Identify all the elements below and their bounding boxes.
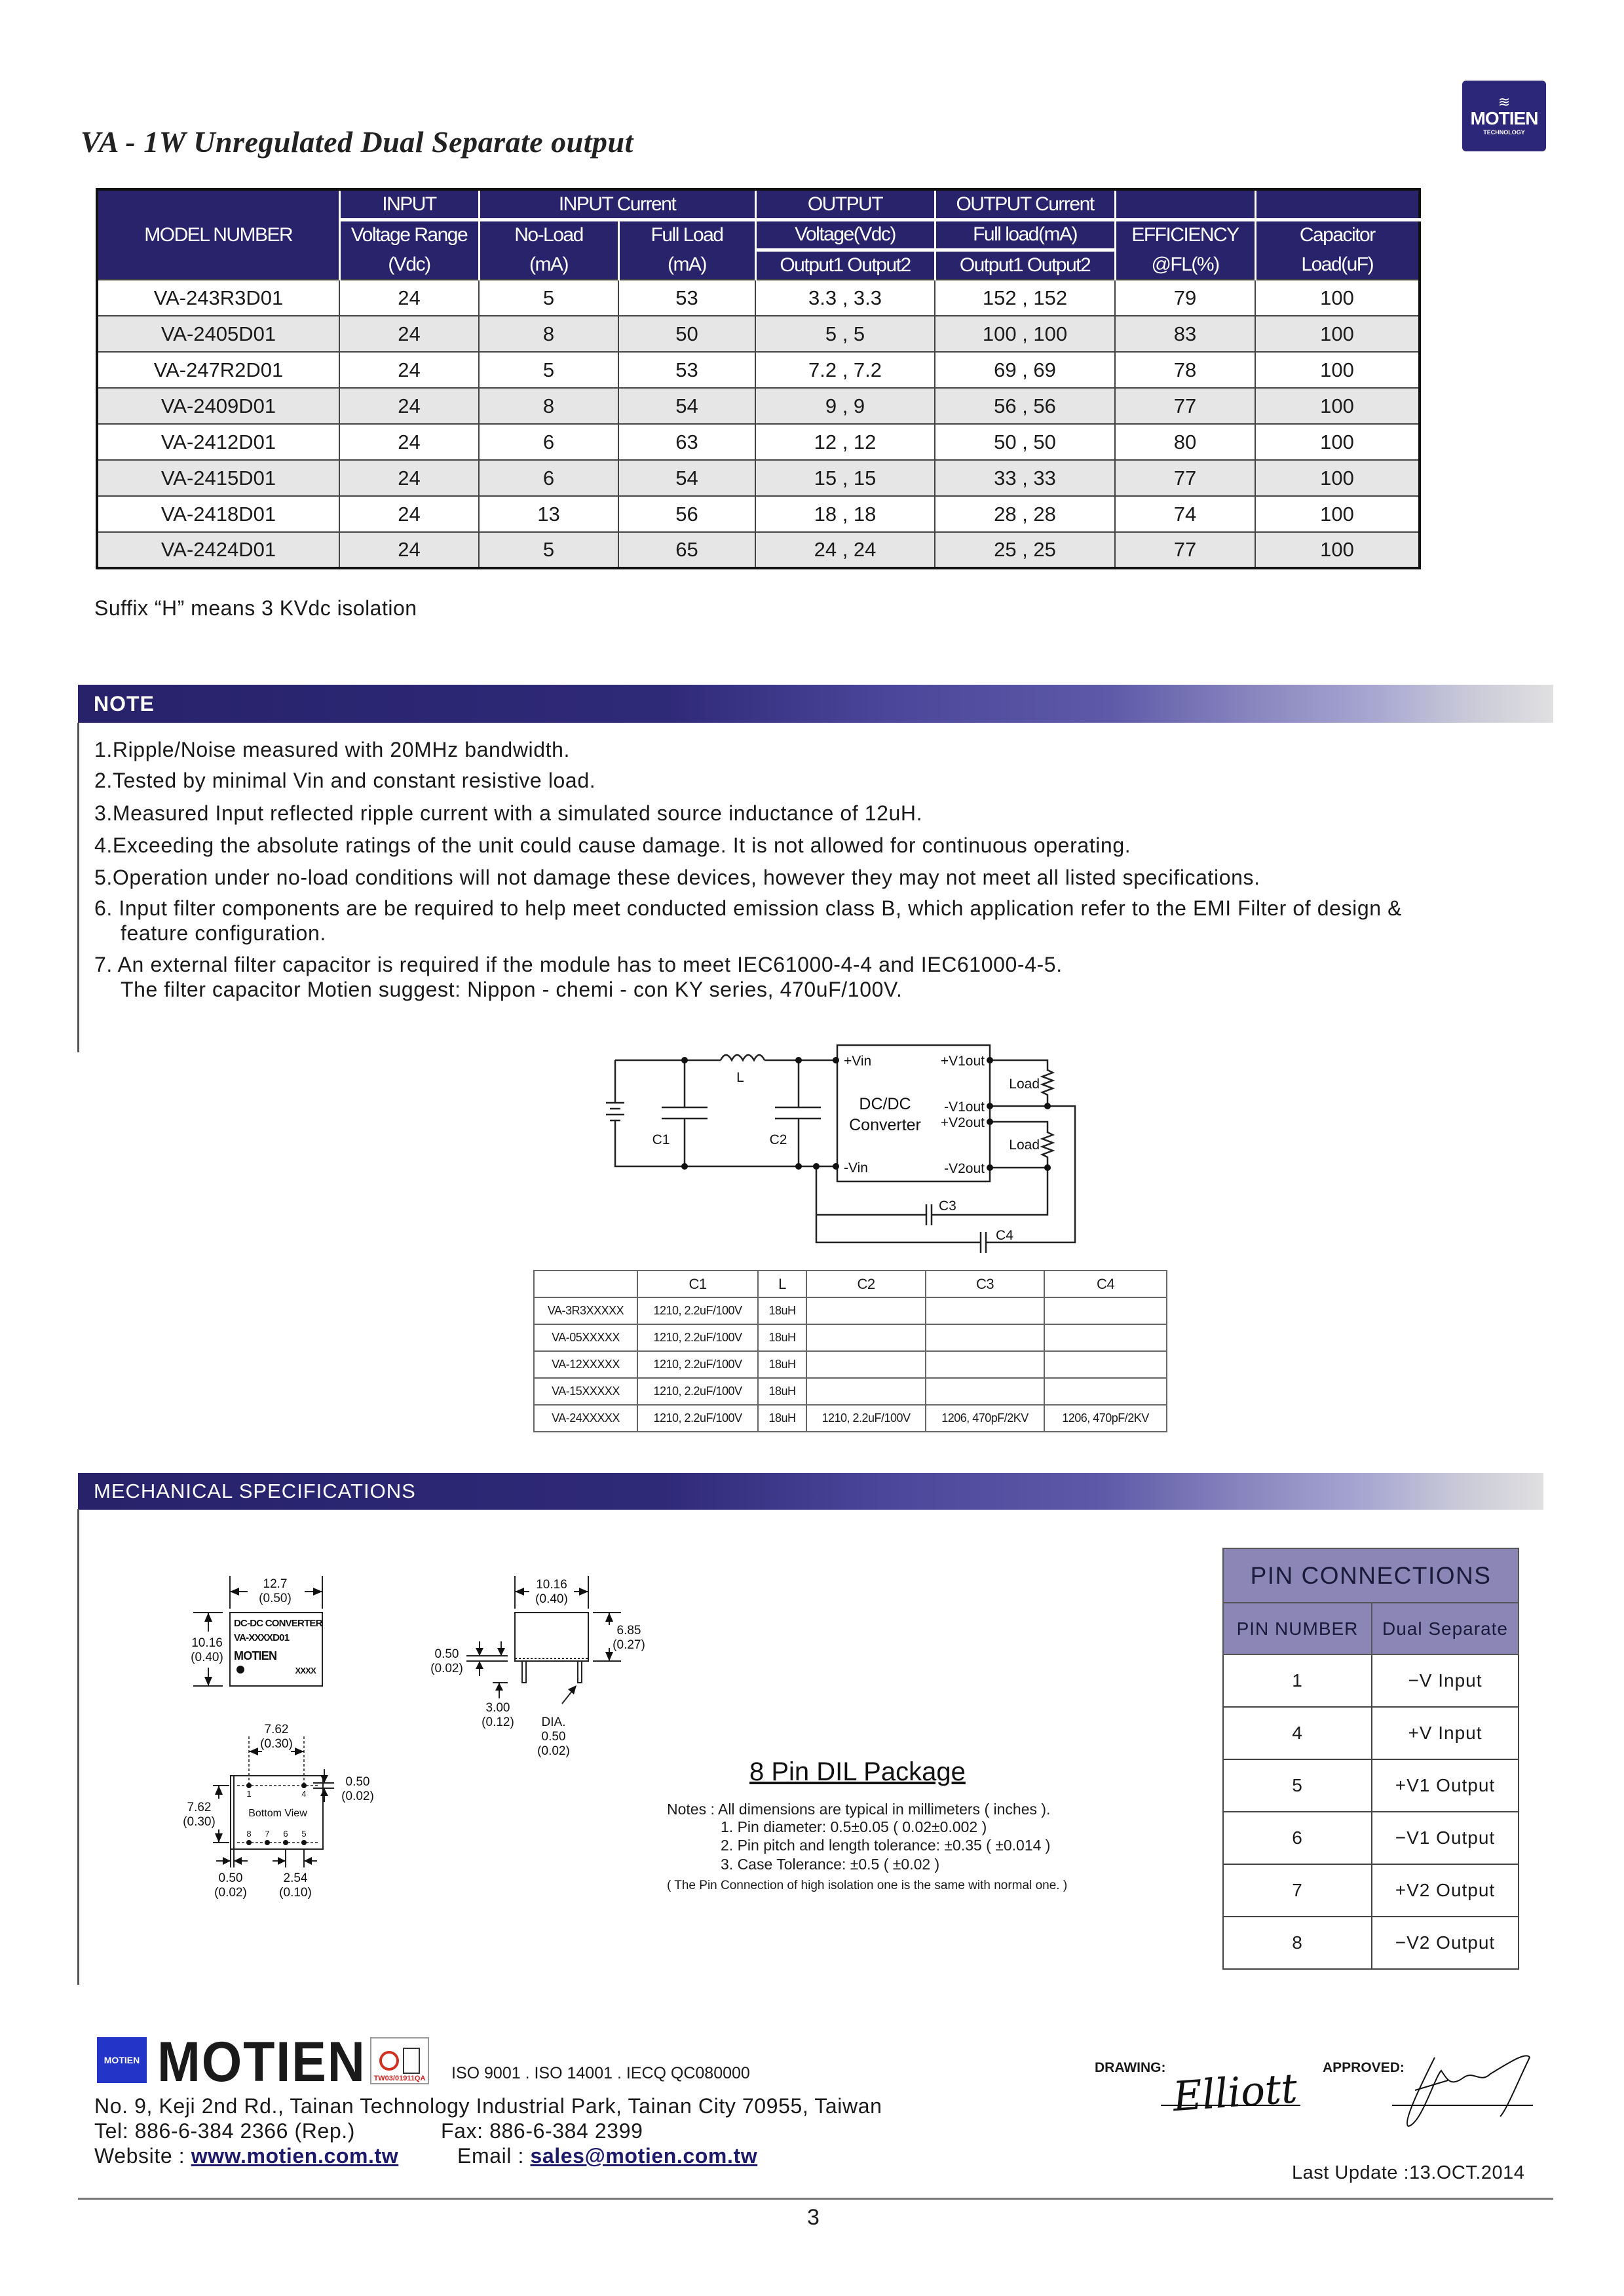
table-cell <box>1044 1351 1167 1378</box>
table-cell: 24 , 24 <box>755 532 935 568</box>
table-cell <box>806 1297 926 1324</box>
pin-cell: −V Input <box>1372 1655 1519 1707</box>
table-cell: 8 <box>479 388 618 424</box>
pin-cell: 4 <box>1223 1707 1372 1759</box>
table-cell: 1210, 2.2uF/100V <box>637 1378 758 1405</box>
table-cell: 18 , 18 <box>755 496 935 532</box>
component-header: C3 <box>926 1271 1044 1297</box>
table-cell: 28 , 28 <box>935 496 1115 532</box>
table-cell: 5 <box>479 532 618 568</box>
header-unit-5: Output1 Output2 <box>935 250 1115 280</box>
table-cell: VA-05XXXXX <box>534 1324 637 1351</box>
last-update: Last Update :13.OCT.2014 <box>1292 2162 1525 2183</box>
table-cell: 12 , 12 <box>755 424 935 460</box>
table-cell: VA-2412D01 <box>97 424 339 460</box>
pin-cell: −V1 Output <box>1372 1812 1519 1864</box>
note-item: 2.Tested by minimal Vin and constant resistive load. <box>94 769 596 792</box>
table-cell: 6 <box>479 424 618 460</box>
header-4: Voltage(Vdc) <box>755 220 935 250</box>
label-minus-vin: -Vin <box>844 1160 868 1176</box>
package-footnote: ( The Pin Connection of high isolation one is the same with normal one. ) <box>667 1879 1068 1892</box>
approved-signature <box>1407 2056 1530 2126</box>
pin-cell: +V1 Output <box>1372 1759 1519 1812</box>
document-title: VA - 1W Unregulated Dual Separate output <box>81 125 633 159</box>
header-unit-2: (mA) <box>479 250 618 280</box>
table-cell: 5 <box>479 280 618 316</box>
table-cell <box>806 1378 926 1405</box>
table-cell: 33 , 33 <box>935 460 1115 496</box>
cert-code: TW03/01911QA <box>373 2075 426 2082</box>
table-cell: 18uH <box>758 1351 806 1378</box>
table-cell: 65 <box>618 532 755 568</box>
component-header <box>534 1271 637 1297</box>
table-row <box>534 1378 1167 1405</box>
pin-label-1: 1 <box>246 1789 252 1799</box>
note-item: The filter capacitor Motien suggest: Nippon - chemi - con KY series, 470uF/100V. <box>121 978 903 1001</box>
footer-logo-text: MOTIEN <box>104 2055 140 2065</box>
logo-subtext: TECHNOLOGY <box>1483 129 1525 136</box>
dim-top-width: 12.7 <box>263 1577 288 1591</box>
table-cell: 24 <box>339 316 479 352</box>
dim-col-span-in: (0.30) <box>260 1737 293 1751</box>
dim-dia-label: DIA. <box>541 1715 566 1729</box>
pin-label-6: 6 <box>283 1829 288 1839</box>
dim-dia-in: (0.02) <box>537 1744 570 1758</box>
table-cell: VA-12XXXXX <box>534 1351 637 1378</box>
table-row <box>534 1351 1167 1378</box>
drawing-signature: Elliott <box>1171 2063 1300 2121</box>
table-cell: 69 , 69 <box>935 352 1115 388</box>
table-cell: 50 , 50 <box>935 424 1115 460</box>
pin-number-header: PIN NUMBER <box>1223 1603 1372 1655</box>
table-row <box>534 1324 1167 1351</box>
table-cell: 50 <box>618 316 755 352</box>
table-cell <box>1044 1378 1167 1405</box>
table-cell: 100 <box>1255 460 1420 496</box>
table-cell: VA-3R3XXXXX <box>534 1297 637 1324</box>
label-c1: C1 <box>652 1132 670 1147</box>
case-marking-code: XXXX <box>295 1666 316 1675</box>
table-cell <box>1044 1297 1167 1324</box>
label-l: L <box>736 1070 744 1085</box>
pin-row <box>1223 1812 1519 1864</box>
table-cell: 152 , 152 <box>935 280 1115 316</box>
filter-component-table <box>533 1270 1167 1432</box>
header-2: No-Load <box>479 220 618 250</box>
table-cell: 54 <box>618 388 755 424</box>
table-cell: VA-243R3D01 <box>97 280 339 316</box>
company-tel: Tel: 886-6-384 2366 (Rep.) <box>94 2119 356 2143</box>
page-number: 3 <box>807 2205 820 2230</box>
table-cell <box>806 1324 926 1351</box>
application-circuit <box>606 1045 1075 1253</box>
package-note-1: 1. Pin diameter: 0.5±0.05 ( 0.02±0.002 ) <box>721 1818 987 1835</box>
suffix-note: Suffix “H” means 3 KVdc isolation <box>94 596 417 620</box>
pin-row <box>1223 1864 1519 1917</box>
note-item: 3.Measured Input reflected ripple current with a simulated source inductance of 12uH. <box>94 801 923 825</box>
dim-edge: 0.50 <box>345 1775 370 1789</box>
dim-side-height: 6.85 <box>616 1624 641 1637</box>
pin-cell: 8 <box>1223 1917 1372 1969</box>
table-cell: 74 <box>1115 496 1255 532</box>
note-item: 1.Ripple/Noise measured with 20MHz bandwidth. <box>94 738 571 761</box>
circuit-wires <box>615 1060 836 1166</box>
header-input-current: INPUT Current <box>479 189 755 220</box>
table-cell: 24 <box>339 424 479 460</box>
header-unit-6: @FL(%) <box>1115 250 1255 280</box>
table-cell: 24 <box>339 280 479 316</box>
case-marking-1: DC-DC CONVERTER <box>234 1618 322 1629</box>
table-cell: VA-15XXXXX <box>534 1378 637 1405</box>
pin-cell: 7 <box>1223 1864 1372 1917</box>
table-cell: 24 <box>339 352 479 388</box>
table-cell: VA-24XXXXX <box>534 1405 637 1432</box>
header-unit-3: (mA) <box>618 250 755 280</box>
table-cell: 100 <box>1255 424 1420 460</box>
battery-symbol <box>606 1103 624 1120</box>
company-address: No. 9, Keji 2nd Rd., Tainan Technology Industrial Park, Tainan City 70955, Taiwan <box>94 2094 882 2118</box>
capacitor-c2 <box>775 1060 821 1166</box>
table-cell: 1210, 2.2uF/100V <box>637 1351 758 1378</box>
table-cell: 100 <box>1255 388 1420 424</box>
table-cell: VA-2424D01 <box>97 532 339 568</box>
dim-row-span-in: (0.30) <box>183 1815 216 1829</box>
table-cell <box>926 1297 1044 1324</box>
table-cell: 77 <box>1115 532 1255 568</box>
label-plus-v1out: +V1out <box>940 1054 985 1069</box>
dim-side-width-in: (0.40) <box>535 1592 568 1606</box>
label-minus-v1out: -V1out <box>944 1100 985 1115</box>
header-unit-4: Output1 Output2 <box>755 250 935 280</box>
table-cell: 1210, 2.2uF/100V <box>637 1324 758 1351</box>
component-header: C1 <box>637 1271 758 1297</box>
dim-standoff-in: (0.02) <box>430 1662 463 1675</box>
case-marking-2: VA-XXXXD01 <box>234 1632 290 1643</box>
table-cell: 56 , 56 <box>935 388 1115 424</box>
mech-title: MECHANICAL SPECIFICATIONS <box>94 1480 416 1502</box>
logo-text: MOTIEN <box>1470 108 1538 128</box>
label-converter: Converter <box>849 1116 921 1134</box>
label-plus-vin: +Vin <box>844 1054 872 1069</box>
pin-row <box>1223 1917 1519 1969</box>
table-cell: 1210, 2.2uF/100V <box>806 1405 926 1432</box>
cert-check-icon <box>379 2051 399 2071</box>
header-unit-1: (Vdc) <box>339 250 479 280</box>
table-cell: 8 <box>479 316 618 352</box>
table-cell: 100 , 100 <box>935 316 1115 352</box>
dim-top-width-in: (0.50) <box>259 1592 292 1605</box>
table-cell: 15 , 15 <box>755 460 935 496</box>
table-cell <box>926 1324 1044 1351</box>
note-item: 4.Exceeding the absolute ratings of the unit could cause damage. It is not allowed for continuous operating. <box>94 833 1131 857</box>
dim-row-span: 7.62 <box>187 1801 212 1814</box>
table-cell: 53 <box>618 352 755 388</box>
label-load-2: Load <box>1009 1138 1040 1153</box>
bottom-view-drawing <box>213 1736 334 1867</box>
table-row <box>534 1297 1167 1324</box>
table-cell: 13 <box>479 496 618 532</box>
footer-logo-icon <box>97 2037 147 2083</box>
table-cell: VA-2415D01 <box>97 460 339 496</box>
dim-standoff: 0.50 <box>434 1647 459 1661</box>
dual-separate-header: Dual Separate <box>1372 1603 1519 1655</box>
table-cell: 63 <box>618 424 755 460</box>
pin-row <box>1223 1655 1519 1707</box>
table-cell <box>926 1378 1044 1405</box>
header-5: Full load(mA) <box>935 220 1115 250</box>
table-cell: 24 <box>339 532 479 568</box>
table-cell: 80 <box>1115 424 1255 460</box>
wave-icon: ≋ <box>1498 94 1511 110</box>
table-cell <box>1044 1324 1167 1351</box>
table-cell: VA-2418D01 <box>97 496 339 532</box>
table-cell: 1210, 2.2uF/100V <box>637 1297 758 1324</box>
table-cell: 1210, 2.2uF/100V <box>637 1405 758 1432</box>
package-note-2: 2. Pin pitch and length tolerance: ±0.35 ( ±0.014 ) <box>721 1837 1051 1854</box>
dim-pitch-in: (0.10) <box>279 1886 312 1900</box>
table-cell <box>806 1351 926 1378</box>
table-cell: 18uH <box>758 1324 806 1351</box>
table-cell: 18uH <box>758 1378 806 1405</box>
label-c4: C4 <box>996 1228 1013 1243</box>
dim-side-width: 10.16 <box>536 1578 567 1592</box>
table-cell: 24 <box>339 460 479 496</box>
table-cell: 24 <box>339 496 479 532</box>
table-cell: 100 <box>1255 532 1420 568</box>
header-1: Voltage Range <box>339 220 479 250</box>
dim-edge-2: 0.50 <box>218 1871 243 1885</box>
table-cell: 7.2 , 7.2 <box>755 352 935 388</box>
dim-pin-length-in: (0.12) <box>482 1715 514 1729</box>
capacitor-c4 <box>981 1232 986 1253</box>
table-cell: 78 <box>1115 352 1255 388</box>
table-cell: 9 , 9 <box>755 388 935 424</box>
pin-label-5: 5 <box>301 1829 307 1839</box>
table-cell: VA-2405D01 <box>97 316 339 352</box>
header-3: Full Load <box>618 220 755 250</box>
header-unit-7: Load(uF) <box>1255 250 1420 280</box>
table-cell: 83 <box>1115 316 1255 352</box>
label-dcdc: DC/DC <box>859 1095 911 1113</box>
bottom-view-label: Bottom View <box>248 1808 307 1819</box>
table-cell <box>926 1351 1044 1378</box>
pin-label-8: 8 <box>246 1829 252 1839</box>
capacitor-c3 <box>926 1204 932 1225</box>
header-model-number: MODEL NUMBER <box>97 189 339 280</box>
label-c2: C2 <box>769 1132 787 1147</box>
website-link[interactable]: www.motien.com.tw <box>191 2144 399 2168</box>
package-title: 8 Pin DIL Package <box>749 1757 966 1786</box>
table-cell: 3.3 , 3.3 <box>755 280 935 316</box>
table-cell: 100 <box>1255 280 1420 316</box>
pin-label-7: 7 <box>265 1829 270 1839</box>
table-cell: 77 <box>1115 388 1255 424</box>
note-item: 5.Operation under no-load conditions will not damage these devices, however they may not meet all listed specifications. <box>94 866 1260 889</box>
label-minus-v2out: -V2out <box>944 1161 985 1176</box>
pin-connections-table <box>1222 1548 1519 1970</box>
note-item: 7. An external filter capacitor is required if the module has to meet IEC61000-4-4 and IEC61000-4-5. <box>94 953 1063 976</box>
table-cell: 18uH <box>758 1297 806 1324</box>
table-cell: 5 , 5 <box>755 316 935 352</box>
case-marking-brand: MOTIEN <box>234 1649 277 1662</box>
header-7: Capacitor <box>1255 220 1420 250</box>
component-header: C2 <box>806 1271 926 1297</box>
package-note-3: 3. Case Tolerance: ±0.5 ( ±0.02 ) <box>721 1856 940 1873</box>
dim-top-height-in: (0.40) <box>191 1651 223 1664</box>
table-cell: VA-247R2D01 <box>97 352 339 388</box>
table-cell: 25 , 25 <box>935 532 1115 568</box>
mech-divider <box>77 1509 79 1985</box>
drawing-label: DRAWING: <box>1095 2060 1166 2075</box>
note-item: feature configuration. <box>121 921 326 945</box>
company-fax: Fax: 886-6-384 2399 <box>441 2119 643 2143</box>
dim-side-height-in: (0.27) <box>613 1638 645 1652</box>
dim-col-span: 7.62 <box>264 1723 289 1736</box>
label-load-1: Load <box>1009 1077 1040 1092</box>
header-6: EFFICIENCY <box>1115 220 1255 250</box>
pin-connections-title: PIN CONNECTIONS <box>1223 1548 1519 1603</box>
note-item: 6. Input filter components are be required to help meet conducted emission class B, which application refer to the EMI Filter of design & <box>94 896 1403 920</box>
dim-edge-2-in: (0.02) <box>214 1886 247 1900</box>
note-title: NOTE <box>94 691 155 716</box>
component-header: L <box>758 1271 806 1297</box>
table-cell: 54 <box>618 460 755 496</box>
table-cell: 77 <box>1115 460 1255 496</box>
table-cell: 6 <box>479 460 618 496</box>
capacitor-c1 <box>662 1060 708 1166</box>
dim-pin-length: 3.00 <box>485 1701 510 1715</box>
iso-certifications: ISO 9001 . ISO 14001 . IECQ QC080000 <box>451 2064 750 2082</box>
pin-row <box>1223 1759 1519 1812</box>
header-output: OUTPUT <box>755 189 935 220</box>
footer-divider <box>78 2198 1553 2200</box>
dim-pitch: 2.54 <box>283 1871 308 1885</box>
email-link[interactable]: sales@motien.com.tw <box>530 2144 758 2168</box>
pin-cell: +V Input <box>1372 1707 1519 1759</box>
footer-brand: MOTIEN <box>157 2031 366 2094</box>
approved-label: APPROVED: <box>1323 2060 1405 2075</box>
table-cell: 100 <box>1255 316 1420 352</box>
table-cell: 56 <box>618 496 755 532</box>
table-cell: 79 <box>1115 280 1255 316</box>
package-notes-intro: Notes : All dimensions are typical in millimeters ( inches ). <box>667 1801 1051 1818</box>
header-input: INPUT <box>339 189 479 220</box>
table-cell: 53 <box>618 280 755 316</box>
email-label: Email : <box>457 2144 531 2168</box>
pin-row <box>1223 1707 1519 1759</box>
dim-edge-in: (0.02) <box>341 1789 374 1803</box>
pin-cell: 6 <box>1223 1812 1372 1864</box>
label-plus-v2out: +V2out <box>940 1115 985 1130</box>
inductor-symbol <box>721 1055 765 1060</box>
label-c3: C3 <box>939 1198 956 1214</box>
pin-cell: 1 <box>1223 1655 1372 1707</box>
mech-section-header <box>78 1473 1543 1510</box>
component-header: C4 <box>1044 1271 1167 1297</box>
header-output-current: OUTPUT Current <box>935 189 1115 220</box>
table-cell: 24 <box>339 388 479 424</box>
pin-cell: +V2 Output <box>1372 1864 1519 1917</box>
pin-cell: −V2 Output <box>1372 1917 1519 1969</box>
table-cell: 1206, 470pF/2KV <box>926 1405 1044 1432</box>
dim-top-height: 10.16 <box>191 1636 223 1650</box>
table-row <box>534 1405 1167 1432</box>
website-label: Website : <box>94 2144 191 2168</box>
pin-cell: 5 <box>1223 1759 1372 1812</box>
table-cell: 1206, 470pF/2KV <box>1044 1405 1167 1432</box>
table-cell: 5 <box>479 352 618 388</box>
table-cell: 100 <box>1255 352 1420 388</box>
dim-dia: 0.50 <box>541 1730 566 1744</box>
pin-label-4: 4 <box>301 1789 307 1799</box>
table-cell: 18uH <box>758 1405 806 1432</box>
table-cell: 100 <box>1255 496 1420 532</box>
table-cell: VA-2409D01 <box>97 388 339 424</box>
cert-mark-icon <box>403 2048 420 2074</box>
